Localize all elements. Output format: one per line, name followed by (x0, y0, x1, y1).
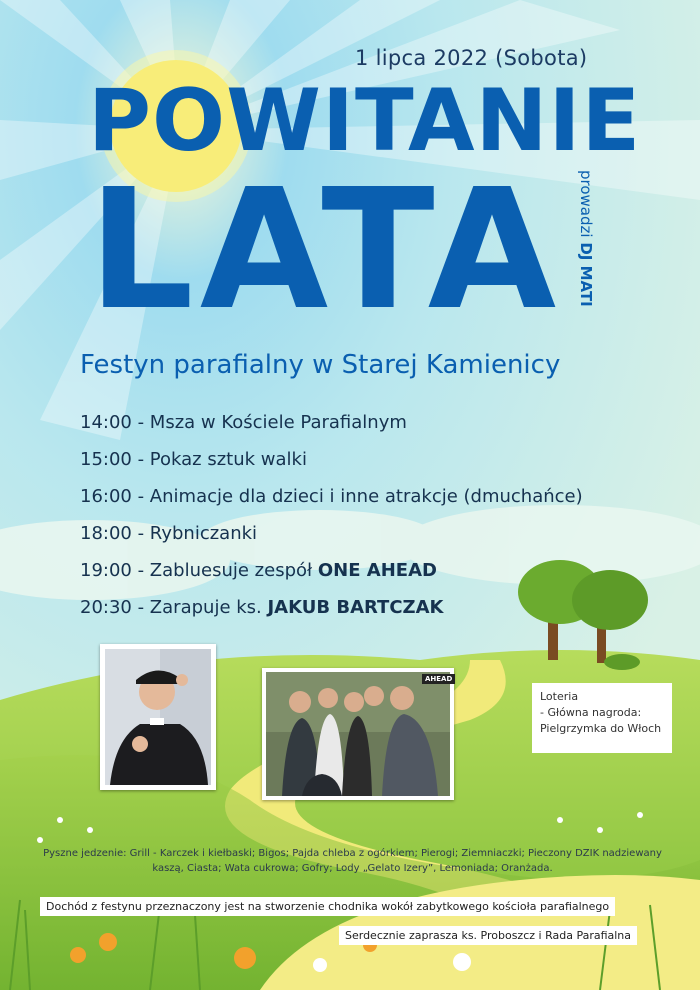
title-lata: LATA (88, 154, 563, 347)
schedule-item: 19:00 - Zabluesuje zespół ONE AHEAD (80, 560, 437, 581)
title-powitanie: POWITANIE (88, 71, 642, 171)
lottery-prize: Pielgrzymka do Włoch (540, 722, 662, 735)
priest-illustration (100, 644, 216, 790)
schedule-item: 14:00 - Msza w Kościele Parafialnym (80, 412, 407, 433)
schedule (80, 410, 583, 632)
schedule-item: 16:00 - Animacje dla dzieci i inne atrakcje (dmuchańce) (80, 486, 583, 507)
schedule-item: 20:30 - Zarapuje ks. JAKUB BARTCZAK (80, 597, 444, 618)
priest-photo (100, 644, 216, 790)
proceeds-note: Dochód z festynu przeznaczony jest na stworzenie chodnika wokół zabytkowego kościoła parafialnego (40, 897, 615, 916)
dj-prefix: prowadzi (577, 170, 595, 243)
event-date: 1 lipca 2022 (Sobota) (355, 46, 588, 70)
lottery-prize-label: - Główna nagroda: (540, 706, 642, 719)
dj-name: DJ MATI (577, 242, 595, 307)
lottery-box (532, 683, 672, 753)
schedule-item: 15:00 - Pokaz sztuk walki (80, 449, 307, 470)
band-logo: AHEAD (422, 674, 455, 684)
lottery-title: Loteria (540, 690, 579, 703)
band-photo (262, 668, 454, 800)
band-illustration (262, 668, 454, 800)
dj-host (577, 170, 595, 307)
invitation-note: Serdecznie zaprasza ks. Proboszcz i Rada Parafialna (339, 926, 637, 945)
food-list: Pyszne jedzenie: Grill - Karczek i kiełbaski; Bigos; Pajda chleba z ogórkiem; Pierogi; Ziemniaczki; Pieczony DZIK nadziewany kaszą, Ciasta; Wata cukrowa; Gofry; Lody „Gelato Izery”, Lemoniada; Oranżada. (43, 848, 662, 874)
subtitle: Festyn parafialny w Starej Kamienicy (80, 350, 561, 380)
schedule-item: 18:00 - Rybniczanki (80, 523, 258, 544)
